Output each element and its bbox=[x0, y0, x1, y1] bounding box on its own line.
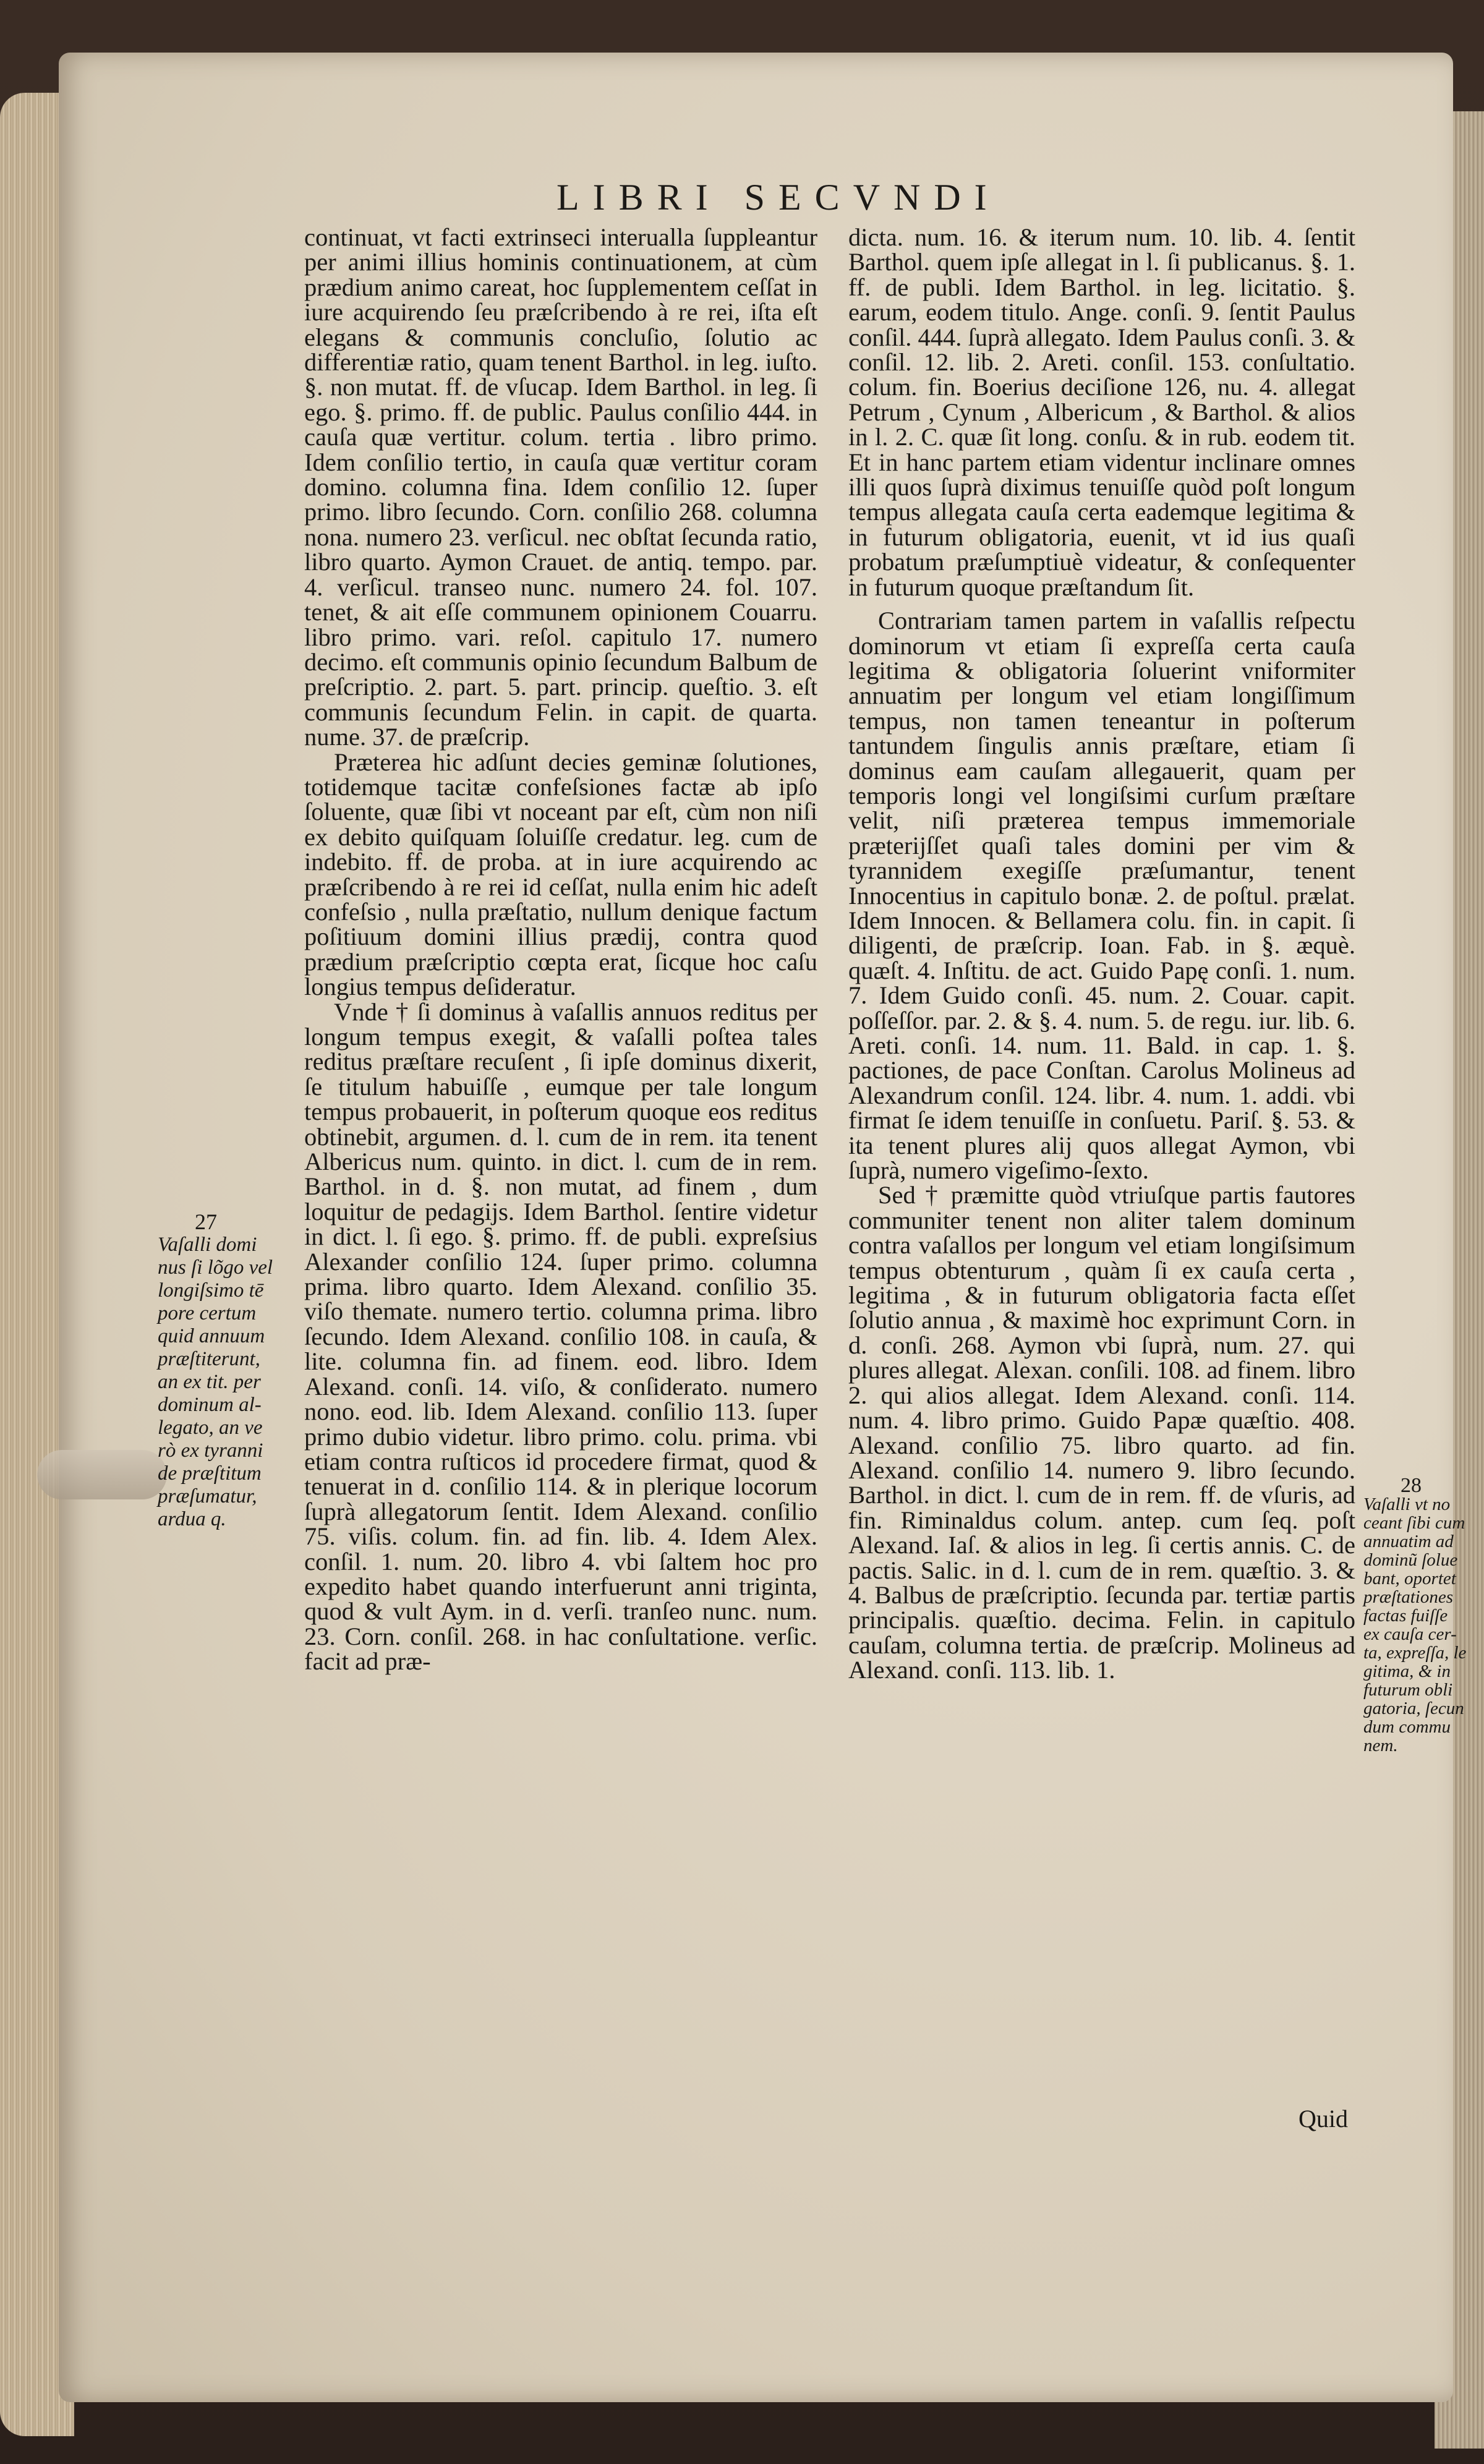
margin-note-left bbox=[158, 1211, 294, 1531]
margin-note-line: Vaſalli vt no bbox=[1363, 1494, 1451, 1514]
margin-note-line: dominũ ſolue bbox=[1363, 1550, 1458, 1570]
margin-note-line: bant, oportet bbox=[1363, 1569, 1456, 1588]
margin-note-number: 28 bbox=[1401, 1474, 1422, 1497]
ribbon-marker bbox=[37, 1450, 167, 1499]
left-column bbox=[304, 225, 817, 1674]
margin-note-line: pore certum bbox=[158, 1302, 257, 1324]
margin-note-line: dum commu bbox=[1363, 1717, 1451, 1737]
right-paragraph-1: dicta. num. 16. & iterum num. 10. lib. 4. ſentit Barthol. quem ipſe allegat in l. ſi publicanus. §. 1. ff. de publi. Idem Barthol. in leg. licitatio. §. earum, eodem titulo. Ange. conſi. 9. ſentit Paulus conſil. 444. ſuprà allegato. Idem Paulus conſi. 3. & conſil. 12. lib. 2. Areti. conſil. 153. conſultatio. colum. fin. Boerius deciſione 126, nu. 4. allegat Petrum , Cynum , Albericum , & Barthol. & alios in l. 2. C. quæ ſit long. conſu. & in rub. eodem tit. Et in hanc partem etiam videntur inclinare omnes illi quos ſuprà diximus tenuiſſe quòd poſt longum tempus allegata cauſa certa eademque legitima & in futurum obligatoria, euenit, vt id ius quaſi probatum præſumptiuè videatur, & conſequenter in futurum quoque præſtandum ſit. bbox=[848, 223, 1355, 601]
margin-note-line: præſtiterunt, bbox=[158, 1348, 260, 1370]
margin-note-line: ceant ſibi cum bbox=[1363, 1513, 1465, 1533]
margin-note-line: an ex tit. per bbox=[158, 1371, 261, 1393]
margin-note-line: Vaſalli domi bbox=[158, 1234, 257, 1256]
margin-note-line: rò ex tyranni bbox=[158, 1439, 263, 1462]
margin-note-line: futurum obli bbox=[1363, 1680, 1453, 1700]
left-paragraph-1: continuat, vt facti extrinseci interualla ſuppleantur per animi illius hominis continuationem, at cùm prædium animo careat, hoc ſupplementem ceſſat in iure acquirendo ſeu præſcribendo à re rei, iſta eſt elegans & communis concluſio, ſolutio ac differentiæ ratio, quam tenent Barthol. in leg. iuſto. §. non mutat. ff. de vſucap. Idem Barthol. in leg. ſi ego. §. primo. ff. de public. Paulus conſilio 444. in cauſa quæ vertitur. colum. tertia . libro primo. Idem conſilio tertio, in cauſa quæ vertitur coram domino. columna fina. Idem conſilio 12. ſuper primo. libro ſecundo. Corn. conſilio 268. columna nona. numero 23. verſicul. nec obſtat ſecunda ratio, libro quarto. Aymon Crauet. de antiq. tempo. par. 4. verſicul. transeo nunc. numero 24. fol. 107. tenet, & ait eſſe communem opinionem Couarru. libro primo. vari. reſol. capitulo 17. numero decimo. eſt communis opinio ſecundum Balbum de preſcriptio. 2. part. 5. part. princip. queſtio. 3. eſt communis ſecundum Felin. in capit. de quarta. nume. 37. de præſcrip. bbox=[304, 223, 817, 751]
margin-note-right bbox=[1363, 1474, 1472, 1755]
left-paragraph-2: Præterea hic adſunt decies geminæ ſolutiones, totidemque tacitæ confeſsiones factæ ab ipſo ſoluente, quæ ſibi vt noceant par eſt, cùm non niſi ex debito quiſquam ſoluiſſe credatur. leg. cum de indebito. ff. de proba. at in iure acquirendo ac præſcribendo à re rei id ceſſat, nulla enim hic adeſt confeſsio , nulla præſtatio, nullum denique factum poſitiuum domini illius prædij, contra quod prædium præſcriptio cœpta erat, ſicque hoc caſu longius tempus deſideratur. bbox=[304, 748, 817, 1001]
margin-note-number: 27 bbox=[195, 1209, 217, 1234]
right-paragraph-2: Contrariam tamen partem in vaſallis reſpectu dominorum vt etiam ſi expreſſa certa cauſa legitima & obligatoria ſoluerint vniformiter annuatim per longum vel etiam longiſſimum tempus, non tamen teneantur in poſterum tantundem ſingulis annis præſtare, etiam ſi dominus eam cauſam allegauerit, quam per temporis longi vel longiſsimi curſum præſtare velit, niſi præterea tempus immemoriale præterijſſet quaſi tales domini per vim & tyrannidem exegiſſe præſumantur, tenent Innocentius in capitulo bonæ. 2. de poſtul. prælat. Idem Innocen. & Bellamera colu. fin. in capit. ſi diligenti, de præſcrip. Ioan. Fab. in §. æquè. quæſt. 4. Inſtitu. de act. Guido Papę conſi. 1. num. 7. Idem Guido conſi. 45. num. 2. Couar. capit. poſſeſſor. par. 2. & §. 4. num. 5. de regu. iur. lib. 6. Areti. conſi. 14. num. 11. Bald. in cap. 1. §. pactiones, de pace Conſtan. Carolus Molineus ad Alexandrum conſil. 124. libr. 4. num. 1. addi. vbi firmat ſe idem tenuiſſe in conſuetu. Pariſ. §. 53. & ita tenent plures alij quos allegat Aymon, vbi ſuprà, numero vigeſimo-ſexto. bbox=[848, 607, 1355, 1185]
margin-note-line: præſumatur, bbox=[158, 1485, 257, 1507]
catchword: Quid bbox=[1298, 2105, 1348, 2133]
margin-note-line: ardua q. bbox=[158, 1508, 226, 1530]
margin-note-line: dominum al- bbox=[158, 1394, 262, 1416]
margin-note-line: legato, an ve bbox=[158, 1417, 263, 1439]
margin-note-line: factas fuiſſe bbox=[1363, 1606, 1448, 1626]
right-paragraph-3: Sed † præmitte quòd vtriuſque partis fautores communiter tenent non aliter talem dominum contra vaſallos per longum vel etiam longiſsimum tempus obtenturum , quàm ſi ex cauſa certa , legitima , & in futurum obligatoria facta eſſet ſolutio annua , & maximè hoc exprimunt Corn. in d. conſi. 268. Aymon vbi ſuprà, num. 27. qui plures allegat. Alexan. conſili. 108. ad finem. libro 2. qui alios allegat. Idem Alexand. conſi. 114. num. 4. libro primo. Guido Papæ quæſtio. 408. Alexand. conſilio 75. libro quarto. ad fin. Alexand. conſilio 14. numero 9. libro ſecundo. Barthol. in dict. l. cum de in rem. ff. de vſuris, ad fin. Riminaldus colum. antep. cum ſeq. poſt Alexand. Iaſ. & alios in leg. ſi certis annis. C. de pactis. Salic. in d. l. cum de in rem. quæſtio. 3. & 4. Balbus de præſcriptio. ſecunda par. tertiæ partis principalis. quæſtio. decima. Felin. in capitulo cauſam, columna tertia. de præſcrip. Molineus ad Alexand. conſi. 113. lib. 1. bbox=[848, 1181, 1355, 1684]
margin-note-line: longiſsimo tē bbox=[158, 1279, 264, 1302]
margin-note-line: annuatim ad bbox=[1363, 1532, 1454, 1551]
margin-note-line: gitima, & in bbox=[1363, 1661, 1451, 1681]
margin-note-line: de præſtitum bbox=[158, 1462, 262, 1485]
margin-note-line: nus ſi lõgo vel bbox=[158, 1256, 273, 1279]
margin-note-line: ta, expreſſa, le bbox=[1363, 1643, 1467, 1663]
right-column bbox=[848, 225, 1355, 1683]
margin-note-line: nem. bbox=[1363, 1736, 1398, 1755]
margin-note-line: ex cauſa cer- bbox=[1363, 1624, 1457, 1644]
margin-note-line: præſtationes bbox=[1363, 1587, 1454, 1607]
left-paragraph-3: Vnde † ſi dominus à vaſallis annuos reditus per longum tempus exegit, & vaſalli poſtea tales reditus præſtare recuſent , ſi ipſe dominus dixerit, ſe titulum habuiſſe , eumque per tale longum tempus probauerit, in poſterum quoque eos reditus obtinebit, argumen. d. l. cum de in rem. ita tenent Albericus num. quinto. in dict. l. cum de in rem. Barthol. in d. §. non mutat, ad finem , dum loquitur de pedagijs. Idem Barthol. ſentire videtur in dict. l. ſi ego. §. primo. ff. de publi. expreſsius Alexander conſilio 124. ſuper primo. columna prima. libro quarto. Idem Alexand. conſilio 35. viſo themate. numero tertio. columna prima. libro ſecundo. Idem Alexand. conſilio 108. in cauſa, & lite. columna fin. ad finem. eod. libro. Idem Alexand. conſi. 14. viſo, & conſiderato. numero nono. eod. lib. Idem Alexand. conſilio 113. ſuper primo dubio videtur. libro primo. colu. prima. vbi etiam contra ruſticos id procedere firmat, quod & tenuerat in d. conſilio 114. & in plerique locorum ſuprà allegatorum ſentit. Idem Alexand. conſilio 75. viſis. colum. fin. ad fin. lib. 4. Idem Alex. conſil. 1. num. 20. libro 4. vbi ſaltem hoc pro expedito habet quando interfuerunt anni triginta, quod & vult Aym. in d. verſi. tranſeo nunc. num. 23. Corn. conſil. 268. in hac conſultatione. verſic. facit ad præ- bbox=[304, 997, 817, 1676]
margin-note-line: gatoria, ſecun bbox=[1363, 1699, 1464, 1718]
margin-note-line: quid annuum bbox=[158, 1325, 265, 1347]
running-header: LIBRI SECVNDI bbox=[556, 177, 1000, 218]
